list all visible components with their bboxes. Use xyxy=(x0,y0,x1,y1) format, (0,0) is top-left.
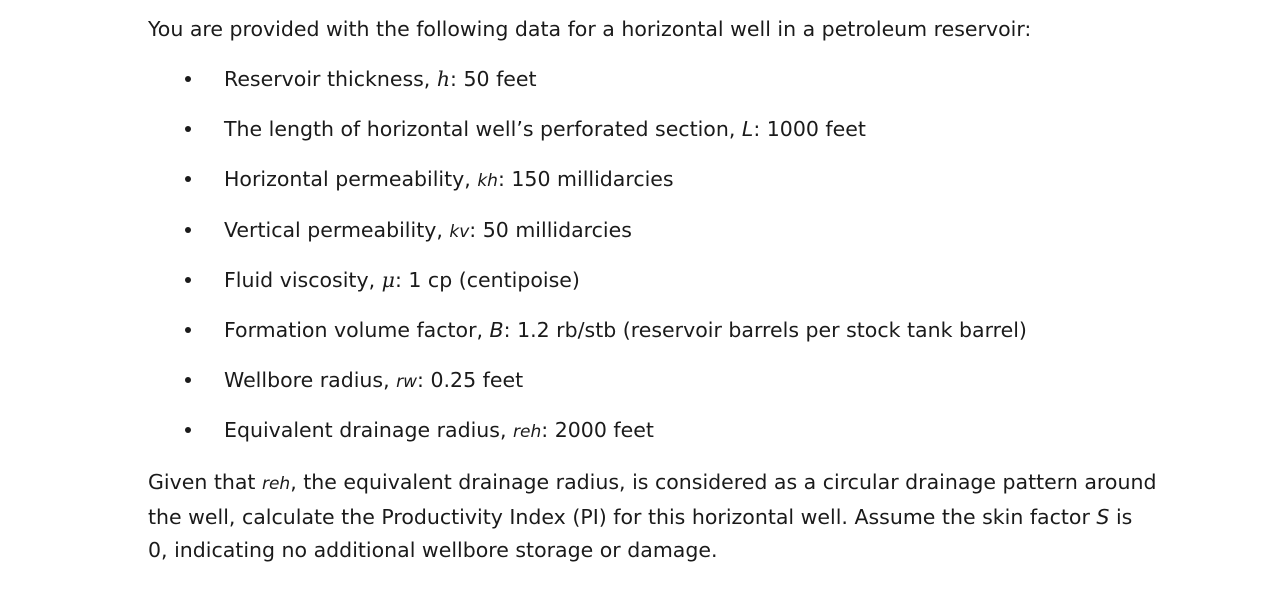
question-text: the well, calculate the Productivity Index (PI) for this horizontal well. Assume the skin factor xyxy=(148,505,1097,529)
list-item-text xyxy=(224,65,537,93)
list-item-text xyxy=(224,416,654,446)
question-variable: reh xyxy=(261,474,291,494)
question-text: Given that xyxy=(148,470,262,494)
item-separator: : xyxy=(753,117,767,142)
bullet-icon xyxy=(185,377,191,383)
question-line xyxy=(148,501,1148,534)
list-item-text xyxy=(224,165,674,195)
item-variable: h xyxy=(436,67,451,91)
item-variable: reh xyxy=(513,422,542,443)
question-text: , the equivalent drainage radius, is considered as a circular drainage pattern around xyxy=(290,470,1157,494)
item-variable: B xyxy=(489,317,504,342)
list-item-text xyxy=(224,366,523,396)
item-separator: : xyxy=(497,167,512,192)
list-item-text xyxy=(224,316,1027,344)
item-separator: : xyxy=(469,217,483,242)
question-text: is xyxy=(1109,505,1133,529)
item-label: Formation volume factor, xyxy=(224,317,490,342)
item-value: 1 cp (centipoise) xyxy=(408,267,580,292)
item-variable: kv xyxy=(449,221,470,242)
bullet-icon xyxy=(185,427,191,433)
item-value: 1000 feet xyxy=(766,117,866,142)
list-item-text xyxy=(224,216,632,246)
question-line: 0, indicating no additional wellbore storage or damage. xyxy=(148,538,718,562)
intro-paragraph: You are provided with the following data for a horizontal well in a petroleum reservoir: xyxy=(148,17,1032,41)
item-value: 150 millidarcies xyxy=(511,167,674,192)
bullet-icon xyxy=(185,176,191,182)
item-variable: μ xyxy=(381,267,395,292)
question-line xyxy=(148,466,1157,501)
item-separator: : xyxy=(417,368,431,393)
question-paragraph xyxy=(148,466,1157,567)
bullet-icon xyxy=(185,327,191,333)
item-value: 0.25 feet xyxy=(430,368,524,393)
item-separator: : xyxy=(394,267,409,292)
bullet-icon xyxy=(185,277,191,283)
item-separator: : xyxy=(541,418,555,443)
list-item-text xyxy=(224,115,866,143)
item-value: 1.2 rb/stb (reservoir barrels per stock tank barrel) xyxy=(517,317,1027,342)
item-variable: kh xyxy=(477,171,498,192)
item-label: Wellbore radius, xyxy=(224,368,397,393)
item-separator: : xyxy=(503,317,518,342)
item-label: Vertical permeability, xyxy=(224,217,450,242)
bullet-icon xyxy=(185,227,191,233)
bullet-icon xyxy=(185,126,191,132)
question-variable: S xyxy=(1096,505,1110,529)
item-separator: : xyxy=(450,67,464,91)
item-label: Reservoir thickness, xyxy=(224,67,437,91)
item-variable: rw xyxy=(396,372,418,393)
item-value: 2000 feet xyxy=(554,418,654,443)
item-label: Fluid viscosity, xyxy=(224,267,382,292)
item-label: Equivalent drainage radius, xyxy=(224,418,514,443)
item-label: The length of horizontal well’s perforated section, xyxy=(224,117,742,142)
item-value: 50 millidarcies xyxy=(482,217,632,242)
item-label: Horizontal permeability, xyxy=(224,167,478,192)
bullet-icon xyxy=(185,76,191,82)
item-variable: L xyxy=(741,117,754,142)
list-item-text xyxy=(224,266,580,294)
item-value: 50 feet xyxy=(463,67,537,91)
